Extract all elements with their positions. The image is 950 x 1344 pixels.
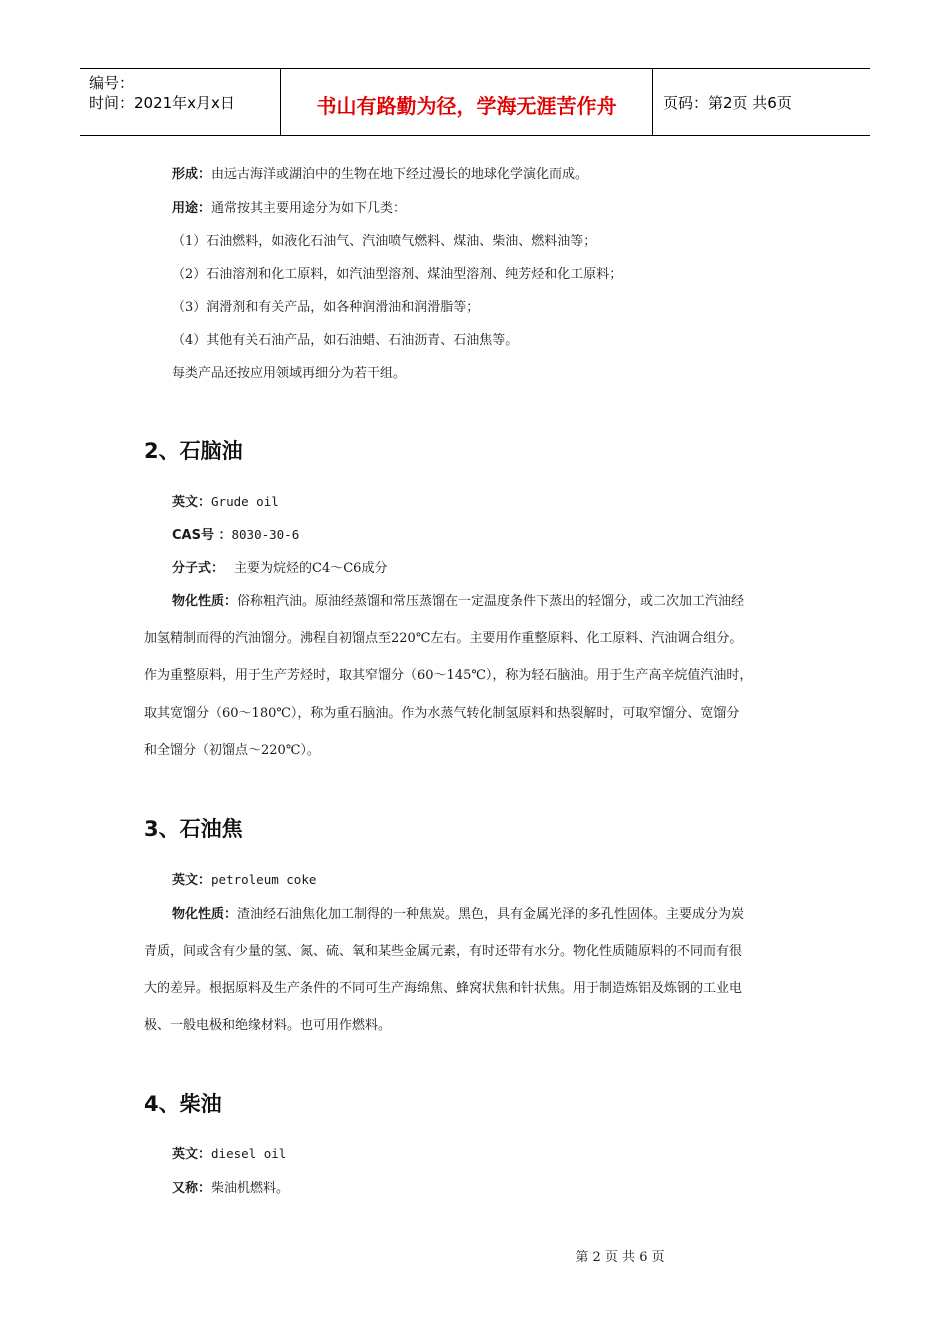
formula-label: 分子式： (172, 561, 225, 576)
english-label: 英文： (172, 495, 212, 510)
naphtha-props-line (172, 590, 744, 609)
document-date: 时间：2021年x月x日 (89, 94, 235, 112)
naphtha-cas-line (172, 524, 299, 543)
header-page-code: 页码：第2页 共6页 (663, 93, 792, 112)
section-heading-petroleum-coke: 3、石油焦 (144, 817, 243, 841)
props-label: 物化性质： (172, 907, 238, 922)
document-number-label: 编号： (89, 74, 135, 92)
header-motto: 书山有路勤为径，学海无涯苦作舟 (316, 93, 617, 118)
english-label: 英文： (172, 873, 212, 888)
english-value: Grude oil (211, 494, 279, 509)
list-item: （1）石油燃料，如液化石油气、汽油喷气燃料、煤油、柴油、燃料油等； (172, 234, 597, 249)
formation-label: 形成： (172, 167, 212, 182)
english-label: 英文： (172, 1147, 212, 1162)
header-page-cell (653, 69, 870, 135)
props-text: 作为重整原料，用于生产芳烃时，取其窄馏分（60～145℃），称为轻石脑油。用于生产高辛烷值汽油时， (144, 668, 753, 683)
alias-label: 又称： (172, 1181, 212, 1196)
props-text: 极、一般电极和绝缘材料。也可用作燃料。 (144, 1018, 392, 1033)
use-line (172, 197, 406, 216)
props-text: 和全馏分（初馏点～220℃）。 (144, 743, 320, 758)
naphtha-english-line (172, 491, 279, 510)
props-label: 物化性质： (172, 594, 238, 609)
use-text: 通常按其主要用途分为如下几类： (211, 201, 407, 216)
section-heading-diesel: 4、柴油 (144, 1092, 222, 1116)
page-header (80, 68, 870, 136)
props-text: 大的差异。根据原料及生产条件的不同可生产海绵焦、蜂窝状焦和针状焦。用于制造炼铝及炼钢的工业电 (144, 981, 743, 996)
list-item: （2）石油溶剂和化工原料，如汽油型溶剂、煤油型溶剂、纯芳烃和化工原料； (172, 267, 623, 282)
cas-label: CAS号 ： (172, 528, 232, 543)
english-value: diesel oil (211, 1146, 287, 1161)
section-heading-naphtha: 2、石脑油 (144, 439, 243, 463)
english-value: petroleum coke (211, 872, 317, 887)
header-motto-cell (281, 69, 653, 135)
props-text: 俗称粗汽油。原油经蒸馏和常压蒸馏在一定温度条件下蒸出的轻馏分，或二次加工汽油经 (237, 594, 745, 609)
cas-value: 8030-30-6 (231, 527, 300, 542)
formation-text: 由远古海洋或湖泊中的生物在地下经过漫长的地球化学演化而成。 (211, 167, 589, 182)
diesel-alias-line (172, 1177, 289, 1196)
list-item: （4）其他有关石油产品，如石油蜡、石油沥青、石油焦等。 (172, 333, 519, 348)
props-text: 加氢精制而得的汽油馏分。沸程自初馏点至220℃左右。主要用作重整原料、化工原料、汽油调合组分。 (144, 631, 743, 646)
header-info-cell (80, 69, 281, 135)
props-text: 渣油经石油焦化加工制得的一种焦炭。黑色，具有金属光泽的多孔性固体。主要成分为炭 (237, 907, 745, 922)
diesel-english-line (172, 1143, 286, 1162)
coke-english-line (172, 869, 316, 888)
coke-props-line (172, 903, 744, 922)
naphtha-formula-line (172, 557, 387, 576)
props-text: 取其宽馏分（60～180℃），称为重石脑油。作为水蒸气转化制氢原料和热裂解时，可取窄馏分、宽馏分 (144, 706, 740, 721)
props-text: 青质，间或含有少量的氢、氮、硫、氧和某些金属元素，有时还带有水分。物化性质随原料的不同而有很 (144, 944, 743, 959)
category-note: 每类产品还按应用领域再细分为若干组。 (172, 366, 407, 381)
page-footer (0, 1246, 950, 1265)
footer-page-number: 第 2 页 共 6 页 (575, 1250, 665, 1265)
alias-value: 柴油机燃料。 (211, 1181, 290, 1196)
list-item: （3）润滑剂和有关产品，如各种润滑油和润滑脂等； (172, 300, 480, 315)
formula-value: 主要为烷烃的C4～C6成分 (234, 561, 388, 576)
use-label: 用途： (172, 201, 212, 216)
formation-line (172, 163, 588, 182)
